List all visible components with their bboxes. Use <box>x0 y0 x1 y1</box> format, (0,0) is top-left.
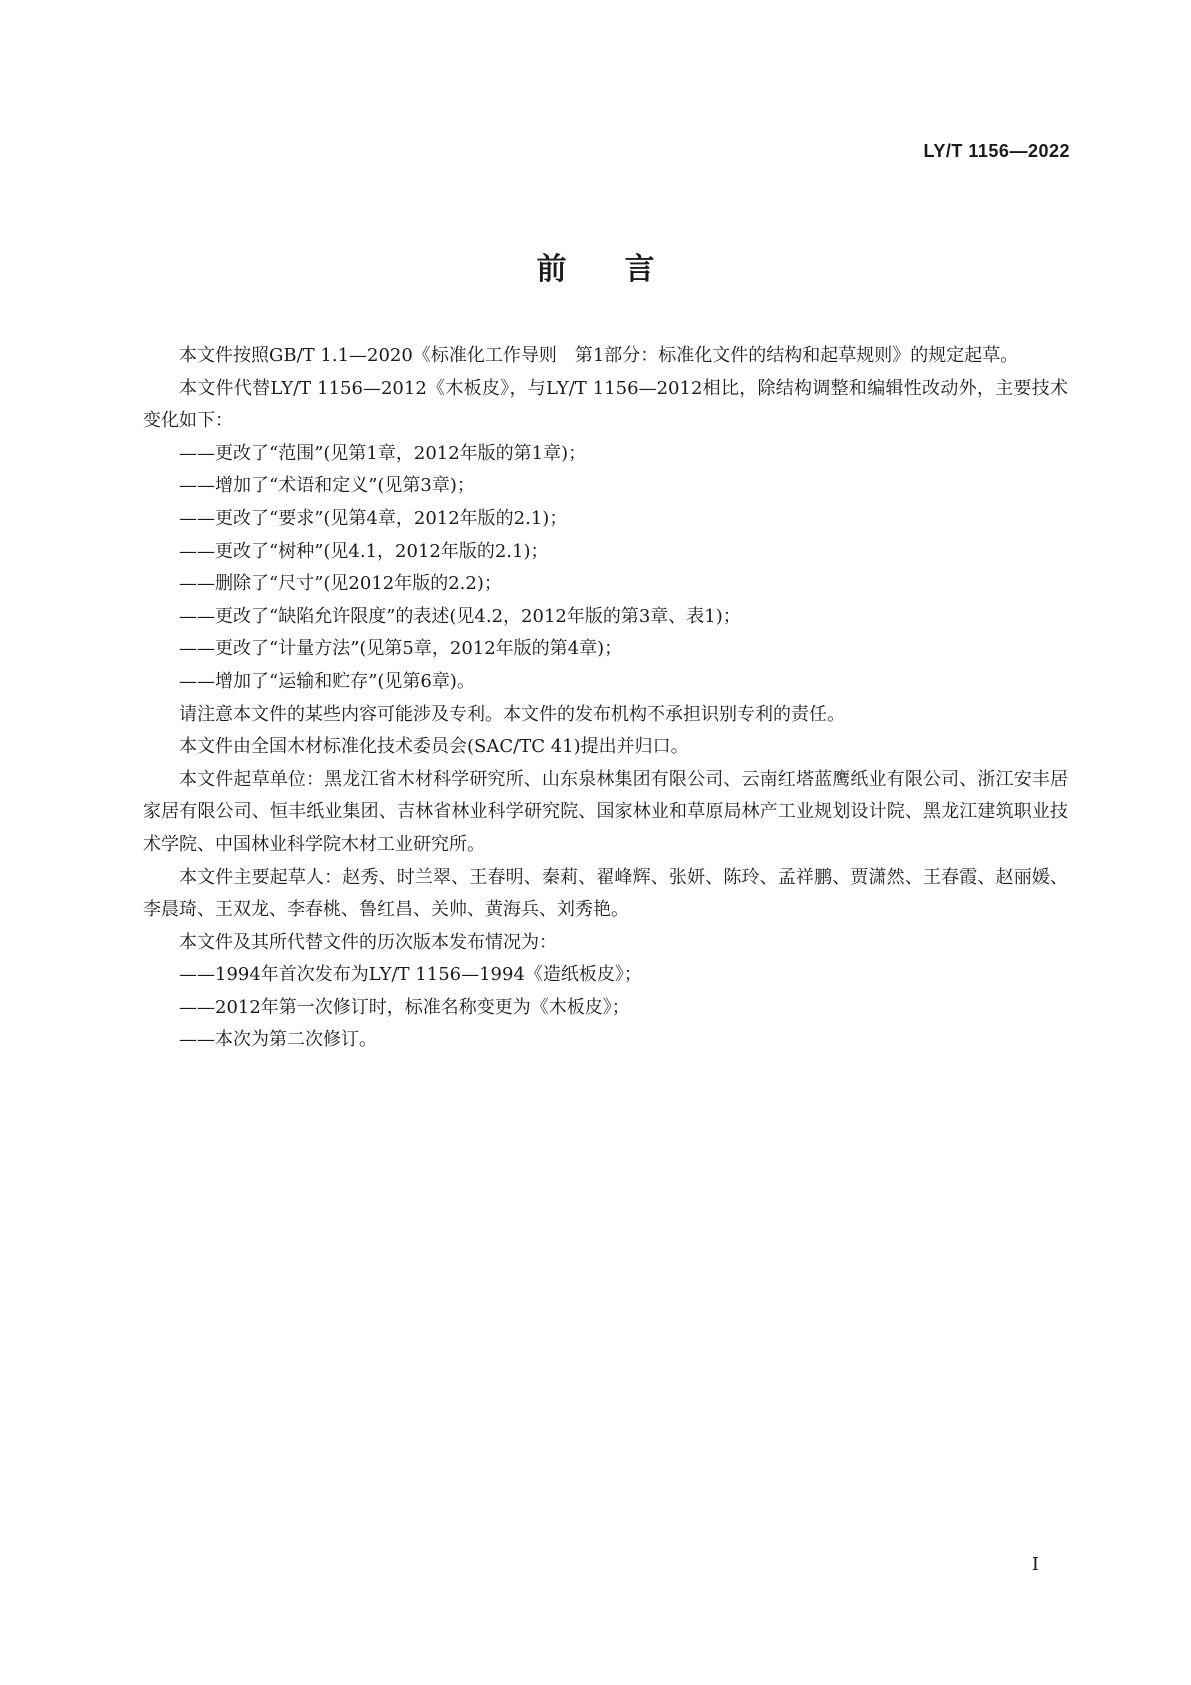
document-body <box>143 340 1068 1057</box>
standard-number: LY/T 1156—2022 <box>923 141 1070 161</box>
change-item: ——更改了“范围”(见第1章，2012年版的第1章)； <box>179 442 587 464</box>
paragraph-drafters: 本文件主要起草人：赵秀、时兰翠、王春明、秦莉、翟峰辉、张妍、陈玲、孟祥鹏、贾潇然、王春霞、赵丽媛、李晨琦、王双龙、李春桃、鲁红昌、关帅、黄海兵、刘秀艳。 <box>143 866 1068 921</box>
page-number: I <box>1031 1554 1039 1575</box>
history-item: ——2012年第一次修订时，标准名称变更为《木板皮》； <box>179 996 630 1018</box>
change-item: ——更改了“树种”(见4.1，2012年版的2.1)； <box>179 540 549 562</box>
paragraph-proposer: 本文件由全国木材标准化技术委员会(SAC/TC 41)提出并归口。 <box>179 736 689 758</box>
change-item: ——更改了“缺陷允许限度”的表述(见4.2，2012年版的第3章、表1)； <box>179 605 741 627</box>
paragraph-replacement: 本文件代替LY/T 1156—2012《木板皮》，与LY/T 1156—2012相比，除结构调整和编辑性改动外，主要技术变化如下： <box>143 377 1068 432</box>
change-item: ——增加了“运输和贮存”(见第6章)。 <box>179 670 475 692</box>
change-item: ——更改了“要求”(见第4章，2012年版的2.1)； <box>179 507 568 529</box>
paragraph-drafting-rules: 本文件按照GB/T 1.1—2020《标准化工作导则 第1部分：标准化文件的结构和起草规则》的规定起草。 <box>179 345 1019 366</box>
paragraph-history-intro: 本文件及其所代替文件的历次版本发布情况为： <box>179 931 557 953</box>
paragraph-drafting-units: 本文件起草单位：黑龙江省木材科学研究所、山东泉林集团有限公司、云南红塔蓝鹰纸业有限公司、浙江安丰居家居有限公司、恒丰纸业集团、吉林省林业科学研究院、国家林业和草原局林产工业规划设计院、黑龙江建筑职业技术学院、中国林业科学院木材工业研究所。 <box>143 768 1068 855</box>
history-item: ——1994年首次发布为LY/T 1156—1994《造纸板皮》； <box>179 964 642 986</box>
change-item: ——增加了“术语和定义”(见第3章)； <box>179 475 475 497</box>
page-title: 前言 <box>536 252 713 287</box>
paragraph-patent-notice: 请注意本文件的某些内容可能涉及专利。本文件的发布机构不承担识别专利的责任。 <box>179 703 845 725</box>
change-item: ——更改了“计量方法”(见第5章，2012年版的第4章)； <box>179 638 623 660</box>
change-item: ——删除了“尺寸”(见2012年版的2.2)； <box>179 573 502 595</box>
history-item: ——本次为第二次修订。 <box>179 1029 377 1051</box>
